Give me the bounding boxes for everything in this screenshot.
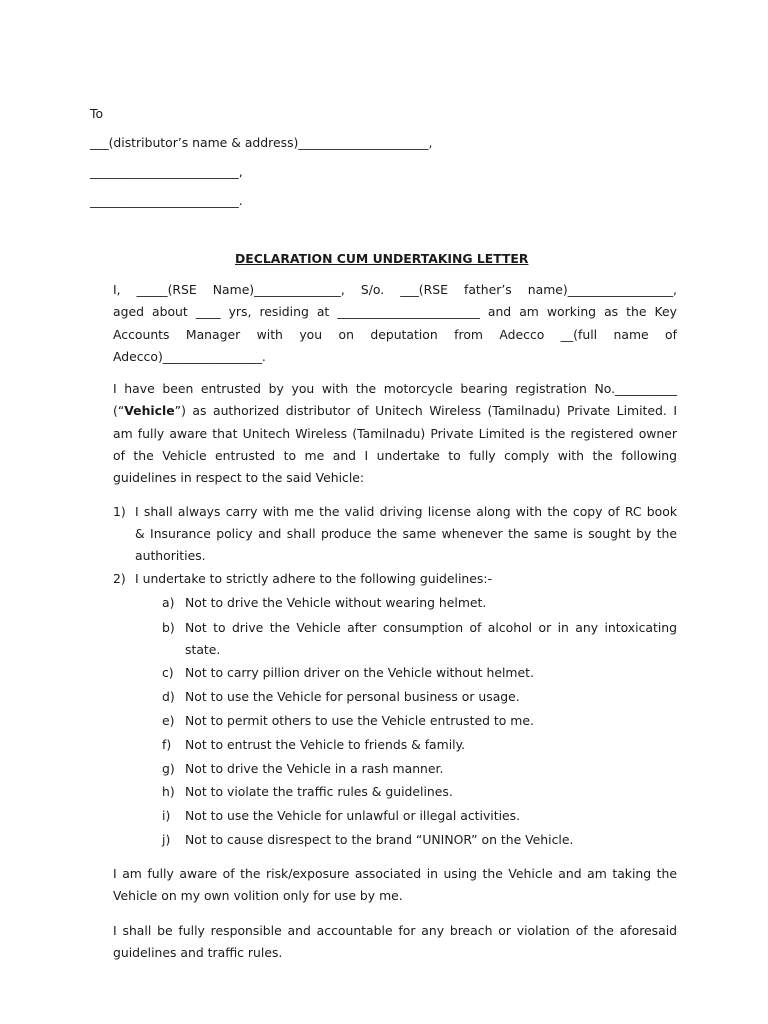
intro-line: I, _____(RSE Name)______________, S/o. ___(RSE father’s name)_________________, xyxy=(113,282,677,297)
list-item-text xyxy=(135,501,677,567)
guideline-text: Not to drive the Vehicle without wearing helmet. xyxy=(185,595,487,610)
responsible-paragraph xyxy=(113,920,677,965)
aware-line: I am fully aware of the risk/exposure associated in using the Vehicle and am taking the xyxy=(113,866,677,881)
list-item-number: 1) xyxy=(113,504,126,519)
address-line-1: ___(distributor’s name & address)_____________________, xyxy=(90,135,433,150)
list-item-line: authorities. xyxy=(135,548,206,563)
guideline-text: Not to permit others to use the Vehicle entrusted to me. xyxy=(185,713,534,728)
to-label: To xyxy=(90,106,104,121)
guideline-text: Not to carry pillion driver on the Vehicle without helmet. xyxy=(185,665,534,680)
aware-paragraph xyxy=(113,863,677,908)
list-item-line: I undertake to strictly adhere to the following guidelines:- xyxy=(135,571,492,586)
guideline-letter: h) xyxy=(162,784,175,799)
entrusted-line: am fully aware that Unitech Wireless (Tamilnadu) Private Limited is the registered owner xyxy=(113,425,677,441)
guideline-text: Not to use the Vehicle for unlawful or illegal activities. xyxy=(185,808,521,823)
list-item-line: I shall always carry with me the valid driving license along with the copy of RC book xyxy=(135,504,677,519)
intro-line: Accounts Manager with you on deputation from Adecco __(full name of xyxy=(113,326,677,342)
intro-line: aged about ____ yrs, residing at _______________________ and am working as the Key xyxy=(113,304,677,320)
intro-paragraph xyxy=(113,279,677,368)
address-line-2: ________________________, xyxy=(90,164,243,179)
guideline-text: Not to drive the Vehicle in a rash manner. xyxy=(185,761,444,776)
aware-line: Vehicle on my own volition only for use by me. xyxy=(113,888,403,904)
responsible-line: guidelines and traffic rules. xyxy=(113,945,283,961)
guideline-letter: c) xyxy=(162,665,174,680)
quote-open: (“ xyxy=(113,403,125,419)
entrusted-line: of the Vehicle entrusted to me and I undertake to fully comply with the following xyxy=(113,447,677,463)
vehicle-defined-term: Vehicle xyxy=(124,403,175,419)
guideline-letter: d) xyxy=(162,689,175,704)
guideline-letter: e) xyxy=(162,713,175,728)
address-line-3: ________________________. xyxy=(90,193,243,208)
intro-line: Adecco)________________. xyxy=(113,348,266,364)
list-item-text xyxy=(135,568,677,590)
entrusted-line xyxy=(113,400,677,422)
guideline-letter: i) xyxy=(162,808,171,823)
guideline-text: Not to use the Vehicle for personal business or usage. xyxy=(185,689,520,704)
entrusted-line-rest: ”) as authorized distributor of Unitech Wireless (Tamilnadu) Private Limited. I xyxy=(174,403,677,419)
guideline-text: Not to violate the traffic rules & guidelines. xyxy=(185,784,453,799)
entrusted-line: guidelines in respect to the said Vehicle: xyxy=(113,470,365,486)
guideline-text: state. xyxy=(185,642,221,657)
entrusted-paragraph xyxy=(113,378,677,489)
guideline-text: Not to cause disrespect to the brand “UNINOR” on the Vehicle. xyxy=(185,832,574,847)
guideline-text: Not to drive the Vehicle after consumption of alcohol or in any intoxicating xyxy=(185,620,677,635)
guideline-letter: b) xyxy=(162,620,175,635)
guideline-letter: j) xyxy=(162,832,171,847)
guideline-letter: f) xyxy=(162,737,172,752)
guideline-text: Not to entrust the Vehicle to friends & family. xyxy=(185,737,466,752)
guideline-letter: a) xyxy=(162,595,175,610)
responsible-line: I shall be fully responsible and accountable for any breach or violation of the aforesaid xyxy=(113,923,677,938)
guideline-letter: g) xyxy=(162,761,175,776)
letter-title: DECLARATION CUM UNDERTAKING LETTER xyxy=(235,251,529,266)
entrusted-line: I have been entrusted by you with the motorcycle bearing registration No.__________ xyxy=(113,381,677,396)
list-item-line: & Insurance policy and shall produce the same whenever the same is sought by the xyxy=(135,526,677,541)
list-item-number: 2) xyxy=(113,571,126,586)
